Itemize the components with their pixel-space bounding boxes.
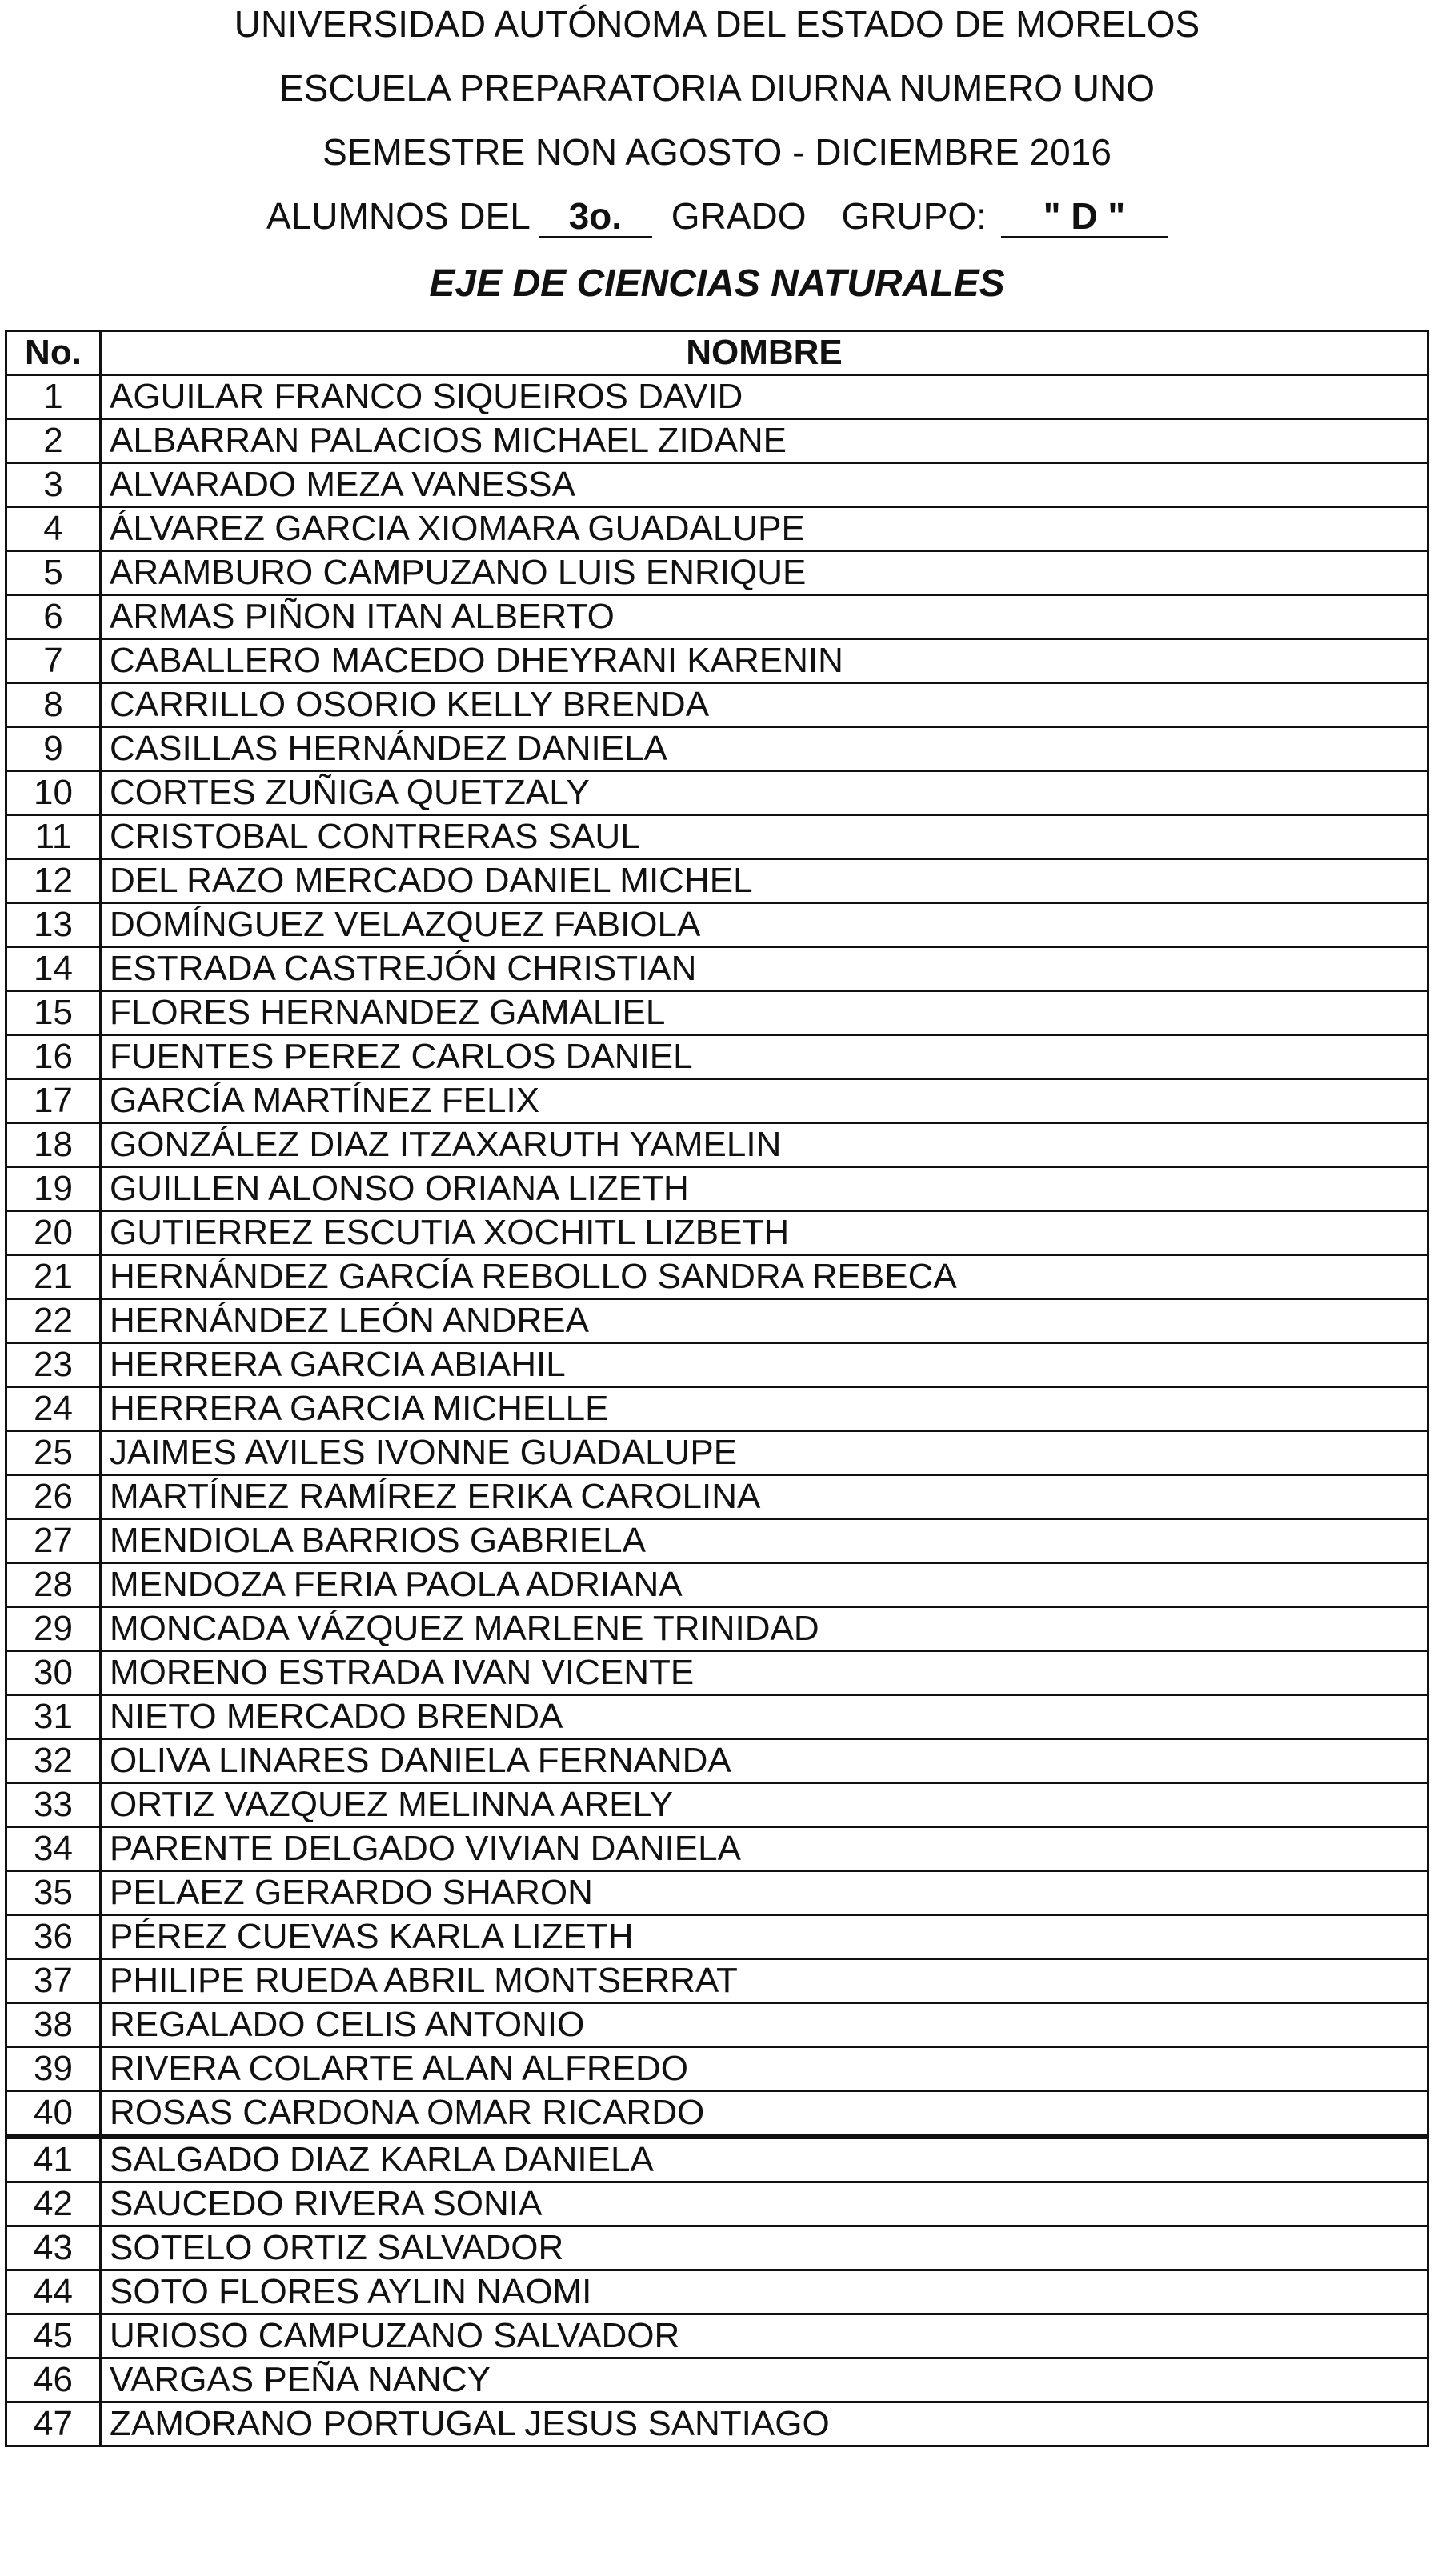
- student-name: ROSAS CARDONA OMAR RICARDO: [101, 2091, 1428, 2137]
- table-row: [6, 1915, 1428, 1959]
- table-row: [6, 903, 1428, 947]
- student-name: PELAEZ GERARDO SHARON: [101, 1871, 1428, 1915]
- table-row: [6, 419, 1428, 463]
- table-row: [6, 1959, 1428, 2003]
- table-row: [6, 1167, 1428, 1211]
- column-header-name: NOMBRE: [101, 331, 1428, 375]
- row-number: 43: [6, 2226, 101, 2270]
- row-number: 15: [6, 991, 101, 1035]
- table-row: [6, 2358, 1428, 2402]
- group-value: " D ": [1001, 196, 1168, 238]
- table-row: [6, 375, 1428, 419]
- table-row: [6, 2226, 1428, 2270]
- student-name: ESTRADA CASTREJÓN CHRISTIAN: [101, 947, 1428, 991]
- row-number: 33: [6, 1783, 101, 1827]
- table-row: [6, 1695, 1428, 1739]
- row-number: 35: [6, 1871, 101, 1915]
- student-name: ALVARADO MEZA VANESSA: [101, 463, 1428, 507]
- student-name: DEL RAZO MERCADO DANIEL MICHEL: [101, 859, 1428, 903]
- row-number: 1: [6, 375, 101, 419]
- table-row: [6, 1079, 1428, 1123]
- student-name: SOTO FLORES AYLIN NAOMI: [101, 2270, 1428, 2314]
- table-row: [6, 683, 1428, 727]
- student-name: URIOSO CAMPUZANO SALVADOR: [101, 2314, 1428, 2358]
- grade-value: 3o.: [539, 196, 652, 238]
- table-row: [6, 771, 1428, 815]
- table-row: [6, 815, 1428, 859]
- row-number: 12: [6, 859, 101, 903]
- table-row: [6, 639, 1428, 683]
- subject-title: EJE DE CIENCIAS NATURALES: [429, 262, 1005, 305]
- student-name: CORTES ZUÑIGA QUETZALY: [101, 771, 1428, 815]
- table-row: [6, 1035, 1428, 1079]
- row-number: 7: [6, 639, 101, 683]
- row-number: 39: [6, 2047, 101, 2091]
- row-number: 34: [6, 1827, 101, 1871]
- student-name: CASILLAS HERNÁNDEZ DANIELA: [101, 727, 1428, 771]
- table-row: [6, 1211, 1428, 1255]
- row-number: 3: [6, 463, 101, 507]
- table-row: [6, 1871, 1428, 1915]
- table-row: [6, 1431, 1428, 1475]
- row-number: 9: [6, 727, 101, 771]
- row-number: 20: [6, 1211, 101, 1255]
- table-row: [6, 2182, 1428, 2226]
- student-name: FLORES HERNANDEZ GAMALIEL: [101, 991, 1428, 1035]
- row-number: 45: [6, 2314, 101, 2358]
- student-name: HERRERA GARCIA ABIAHIL: [101, 1343, 1428, 1387]
- student-name: DOMÍNGUEZ VELAZQUEZ FABIOLA: [101, 903, 1428, 947]
- student-name: GUTIERREZ ESCUTIA XOCHITL LIZBETH: [101, 1211, 1428, 1255]
- row-number: 31: [6, 1695, 101, 1739]
- row-number: 6: [6, 595, 101, 639]
- table-row: [6, 1827, 1428, 1871]
- student-name: CABALLERO MACEDO DHEYRANI KARENIN: [101, 639, 1428, 683]
- table-row: [6, 1387, 1428, 1431]
- table-row: [6, 1783, 1428, 1827]
- row-number: 38: [6, 2003, 101, 2047]
- row-number: 13: [6, 903, 101, 947]
- row-number: 16: [6, 1035, 101, 1079]
- row-number: 28: [6, 1563, 101, 1607]
- student-name: ARMAS PIÑON ITAN ALBERTO: [101, 595, 1428, 639]
- table-row: [6, 2047, 1428, 2091]
- row-number: 47: [6, 2402, 101, 2446]
- row-number: 41: [6, 2137, 101, 2182]
- row-number: 30: [6, 1651, 101, 1695]
- student-name: FUENTES PEREZ CARLOS DANIEL: [101, 1035, 1428, 1079]
- row-number: 11: [6, 815, 101, 859]
- student-name: ALBARRAN PALACIOS MICHAEL ZIDANE: [101, 419, 1428, 463]
- student-name: GUILLEN ALONSO ORIANA LIZETH: [101, 1167, 1428, 1211]
- table-row: [6, 1651, 1428, 1695]
- table-row: [6, 2314, 1428, 2358]
- student-name: PÉREZ CUEVAS KARLA LIZETH: [101, 1915, 1428, 1959]
- row-number: 19: [6, 1167, 101, 1211]
- table-row: [6, 1299, 1428, 1343]
- student-name: ÁLVAREZ GARCIA XIOMARA GUADALUPE: [101, 507, 1428, 551]
- university-title: UNIVERSIDAD AUTÓNOMA DEL ESTADO DE MORELOS: [234, 3, 1200, 45]
- table-row: [6, 2091, 1428, 2137]
- student-name: VARGAS PEÑA NANCY: [101, 2358, 1428, 2402]
- table-row: [6, 2003, 1428, 2047]
- row-number: 25: [6, 1431, 101, 1475]
- student-name: GARCÍA MARTÍNEZ FELIX: [101, 1079, 1428, 1123]
- table-row: [6, 1519, 1428, 1563]
- student-name: REGALADO CELIS ANTONIO: [101, 2003, 1428, 2047]
- table-row: [6, 991, 1428, 1035]
- row-number: 24: [6, 1387, 101, 1431]
- table-row: [6, 859, 1428, 903]
- table-row: [6, 551, 1428, 595]
- grade-label: GRADO: [671, 195, 807, 237]
- row-number: 21: [6, 1255, 101, 1299]
- student-name: RIVERA COLARTE ALAN ALFREDO: [101, 2047, 1428, 2091]
- row-number: 18: [6, 1123, 101, 1167]
- student-name: ARAMBURO CAMPUZANO LUIS ENRIQUE: [101, 551, 1428, 595]
- student-name: OLIVA LINARES DANIELA FERNANDA: [101, 1739, 1428, 1783]
- row-number: 4: [6, 507, 101, 551]
- student-name: NIETO MERCADO BRENDA: [101, 1695, 1428, 1739]
- student-name: MENDOZA FERIA PAOLA ADRIANA: [101, 1563, 1428, 1607]
- table-row: [6, 2270, 1428, 2314]
- table-row: [6, 947, 1428, 991]
- student-name: PHILIPE RUEDA ABRIL MONTSERRAT: [101, 1959, 1428, 2003]
- semester-title: SEMESTRE NON AGOSTO - DICIEMBRE 2016: [322, 131, 1112, 173]
- table-row: [6, 463, 1428, 507]
- table-row: [6, 2137, 1428, 2182]
- row-number: 32: [6, 1739, 101, 1783]
- student-name: MORENO ESTRADA IVAN VICENTE: [101, 1651, 1428, 1695]
- table-row: [6, 1475, 1428, 1519]
- student-name: AGUILAR FRANCO SIQUEIROS DAVID: [101, 375, 1428, 419]
- school-title: ESCUELA PREPARATORIA DIURNA NUMERO UNO: [278, 67, 1155, 109]
- row-number: 44: [6, 2270, 101, 2314]
- table-row: [6, 1563, 1428, 1607]
- student-name: HERNÁNDEZ LEÓN ANDREA: [101, 1299, 1428, 1343]
- row-number: 14: [6, 947, 101, 991]
- student-name: PARENTE DELGADO VIVIAN DANIELA: [101, 1827, 1428, 1871]
- table-row: [6, 1343, 1428, 1387]
- student-name: HERNÁNDEZ GARCÍA REBOLLO SANDRA REBECA: [101, 1255, 1428, 1299]
- row-number: 27: [6, 1519, 101, 1563]
- student-name: SALGADO DIAZ KARLA DANIELA: [101, 2137, 1428, 2182]
- row-number: 5: [6, 551, 101, 595]
- table-row: [6, 1739, 1428, 1783]
- row-number: 26: [6, 1475, 101, 1519]
- grade-group-line: [0, 192, 1434, 240]
- row-number: 2: [6, 419, 101, 463]
- student-name: MONCADA VÁZQUEZ MARLENE TRINIDAD: [101, 1607, 1428, 1651]
- student-name: SOTELO ORTIZ SALVADOR: [101, 2226, 1428, 2270]
- row-number: 36: [6, 1915, 101, 1959]
- table-row: [6, 1123, 1428, 1167]
- students-label: ALUMNOS DEL: [266, 195, 531, 237]
- table-row: [6, 727, 1428, 771]
- table-row: [6, 1607, 1428, 1651]
- student-roster-table: [5, 330, 1429, 2447]
- row-number: 37: [6, 1959, 101, 2003]
- student-name: MENDIOLA BARRIOS GABRIELA: [101, 1519, 1428, 1563]
- group-label: GRUPO:: [841, 195, 987, 237]
- row-number: 8: [6, 683, 101, 727]
- table-row: [6, 2402, 1428, 2446]
- student-name: ZAMORANO PORTUGAL JESUS SANTIAGO: [101, 2402, 1428, 2446]
- table-row: [6, 595, 1428, 639]
- row-number: 23: [6, 1343, 101, 1387]
- student-name: HERRERA GARCIA MICHELLE: [101, 1387, 1428, 1431]
- table-row: [6, 507, 1428, 551]
- table-body: [6, 375, 1428, 2446]
- row-number: 40: [6, 2091, 101, 2137]
- row-number: 22: [6, 1299, 101, 1343]
- row-number: 10: [6, 771, 101, 815]
- student-name: ORTIZ VAZQUEZ MELINNA ARELY: [101, 1783, 1428, 1827]
- column-header-number: No.: [6, 331, 101, 375]
- row-number: 46: [6, 2358, 101, 2402]
- student-name: SAUCEDO RIVERA SONIA: [101, 2182, 1428, 2226]
- student-name: MARTÍNEZ RAMÍREZ ERIKA CAROLINA: [101, 1475, 1428, 1519]
- row-number: 17: [6, 1079, 101, 1123]
- student-name: CRISTOBAL CONTRERAS SAUL: [101, 815, 1428, 859]
- student-name: JAIMES AVILES IVONNE GUADALUPE: [101, 1431, 1428, 1475]
- table-header-row: [6, 331, 1428, 375]
- table-row: [6, 1255, 1428, 1299]
- row-number: 42: [6, 2182, 101, 2226]
- student-name: CARRILLO OSORIO KELLY BRENDA: [101, 683, 1428, 727]
- student-name: GONZÁLEZ DIAZ ITZAXARUTH YAMELIN: [101, 1123, 1428, 1167]
- row-number: 29: [6, 1607, 101, 1651]
